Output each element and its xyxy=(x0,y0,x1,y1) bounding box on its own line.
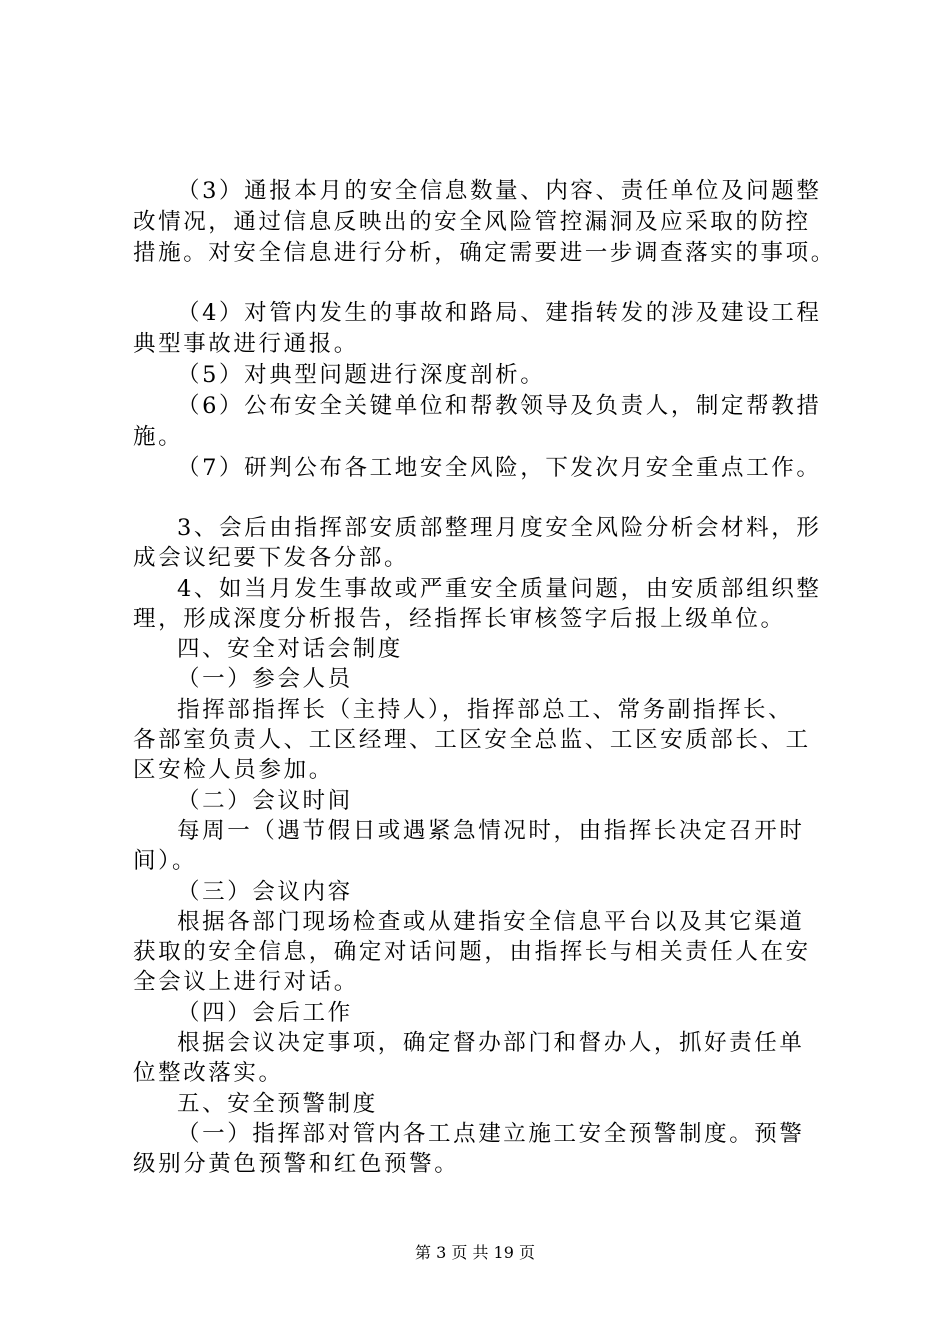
paragraph-line: 根据各部门现场检查或从建指安全信息平台以及其它渠道 xyxy=(177,909,805,935)
section-heading: 四、安全对话会制度 xyxy=(177,636,403,662)
paragraph-line: 每周一（遇节假日或遇紧急情况时，由指挥长决定召开时 xyxy=(177,818,805,844)
paragraph-line: （7）研判公布各工地安全风险，下发次月安全重点工作。 xyxy=(177,455,822,481)
paragraph-line: 各部室负责人、工区经理、工区安全总监、工区安质部长、工 xyxy=(133,727,811,753)
paragraph-line: （3）通报本月的安全信息数量、内容、责任单位及问题整 xyxy=(177,178,822,204)
subsection-heading: （四）会后工作 xyxy=(177,1000,353,1026)
page-number-footer: 第 3 页 共 19 页 xyxy=(415,1243,535,1262)
paragraph-line: 全会议上进行对话。 xyxy=(133,969,359,995)
paragraph-line: （6）公布安全关键单位和帮教领导及负责人，制定帮教措 xyxy=(177,393,822,419)
paragraph-line: 典型事故进行通报。 xyxy=(133,331,359,357)
paragraph-line: 指挥部指挥长（主持人），指挥部总工、常务副指挥长、 xyxy=(177,697,794,723)
paragraph-line: （5）对典型问题进行深度剖析。 xyxy=(177,362,546,388)
paragraph-line: 位整改落实。 xyxy=(133,1060,284,1086)
paragraph-line: 施。 xyxy=(133,424,184,450)
paragraph-line: （4）对管内发生的事故和路局、建指转发的涉及建设工程 xyxy=(177,300,822,326)
subsection-heading: （三）会议内容 xyxy=(177,879,353,905)
paragraph-line: 4、如当月发生事故或严重安全质量问题，由安质部组织整 xyxy=(177,576,822,602)
paragraph-line: 3、会后由指挥部安质部整理月度安全风险分析会材料，形 xyxy=(177,515,822,541)
paragraph-line: 根据会议决定事项，确定督办部门和督办人，抓好责任单 xyxy=(177,1030,805,1056)
paragraph-line: 区安检人员参加。 xyxy=(133,757,334,783)
paragraph-line: 措施。对安全信息进行分析，确定需要进一步调查落实的事项。 xyxy=(133,240,836,266)
paragraph-line: 获取的安全信息，确定对话问题，由指挥长与相关责任人在安 xyxy=(133,939,811,965)
subsection-heading: （二）会议时间 xyxy=(177,788,353,814)
subsection-heading: （一）参会人员 xyxy=(177,666,353,692)
paragraph-line: 间）。 xyxy=(133,848,198,874)
paragraph-line: 理，形成深度分析报告，经指挥长审核签字后报上级单位。 xyxy=(133,606,786,632)
paragraph-line: （一）指挥部对管内各工点建立施工安全预警制度。预警 xyxy=(177,1121,805,1147)
paragraph-line: 改情况，通过信息反映出的安全风险管控漏洞及应采取的防控 xyxy=(133,209,811,235)
section-heading: 五、安全预警制度 xyxy=(177,1091,378,1117)
paragraph-line: 级别分黄色预警和红色预警。 xyxy=(133,1151,460,1177)
paragraph-line: 成会议纪要下发各分部。 xyxy=(133,545,410,571)
